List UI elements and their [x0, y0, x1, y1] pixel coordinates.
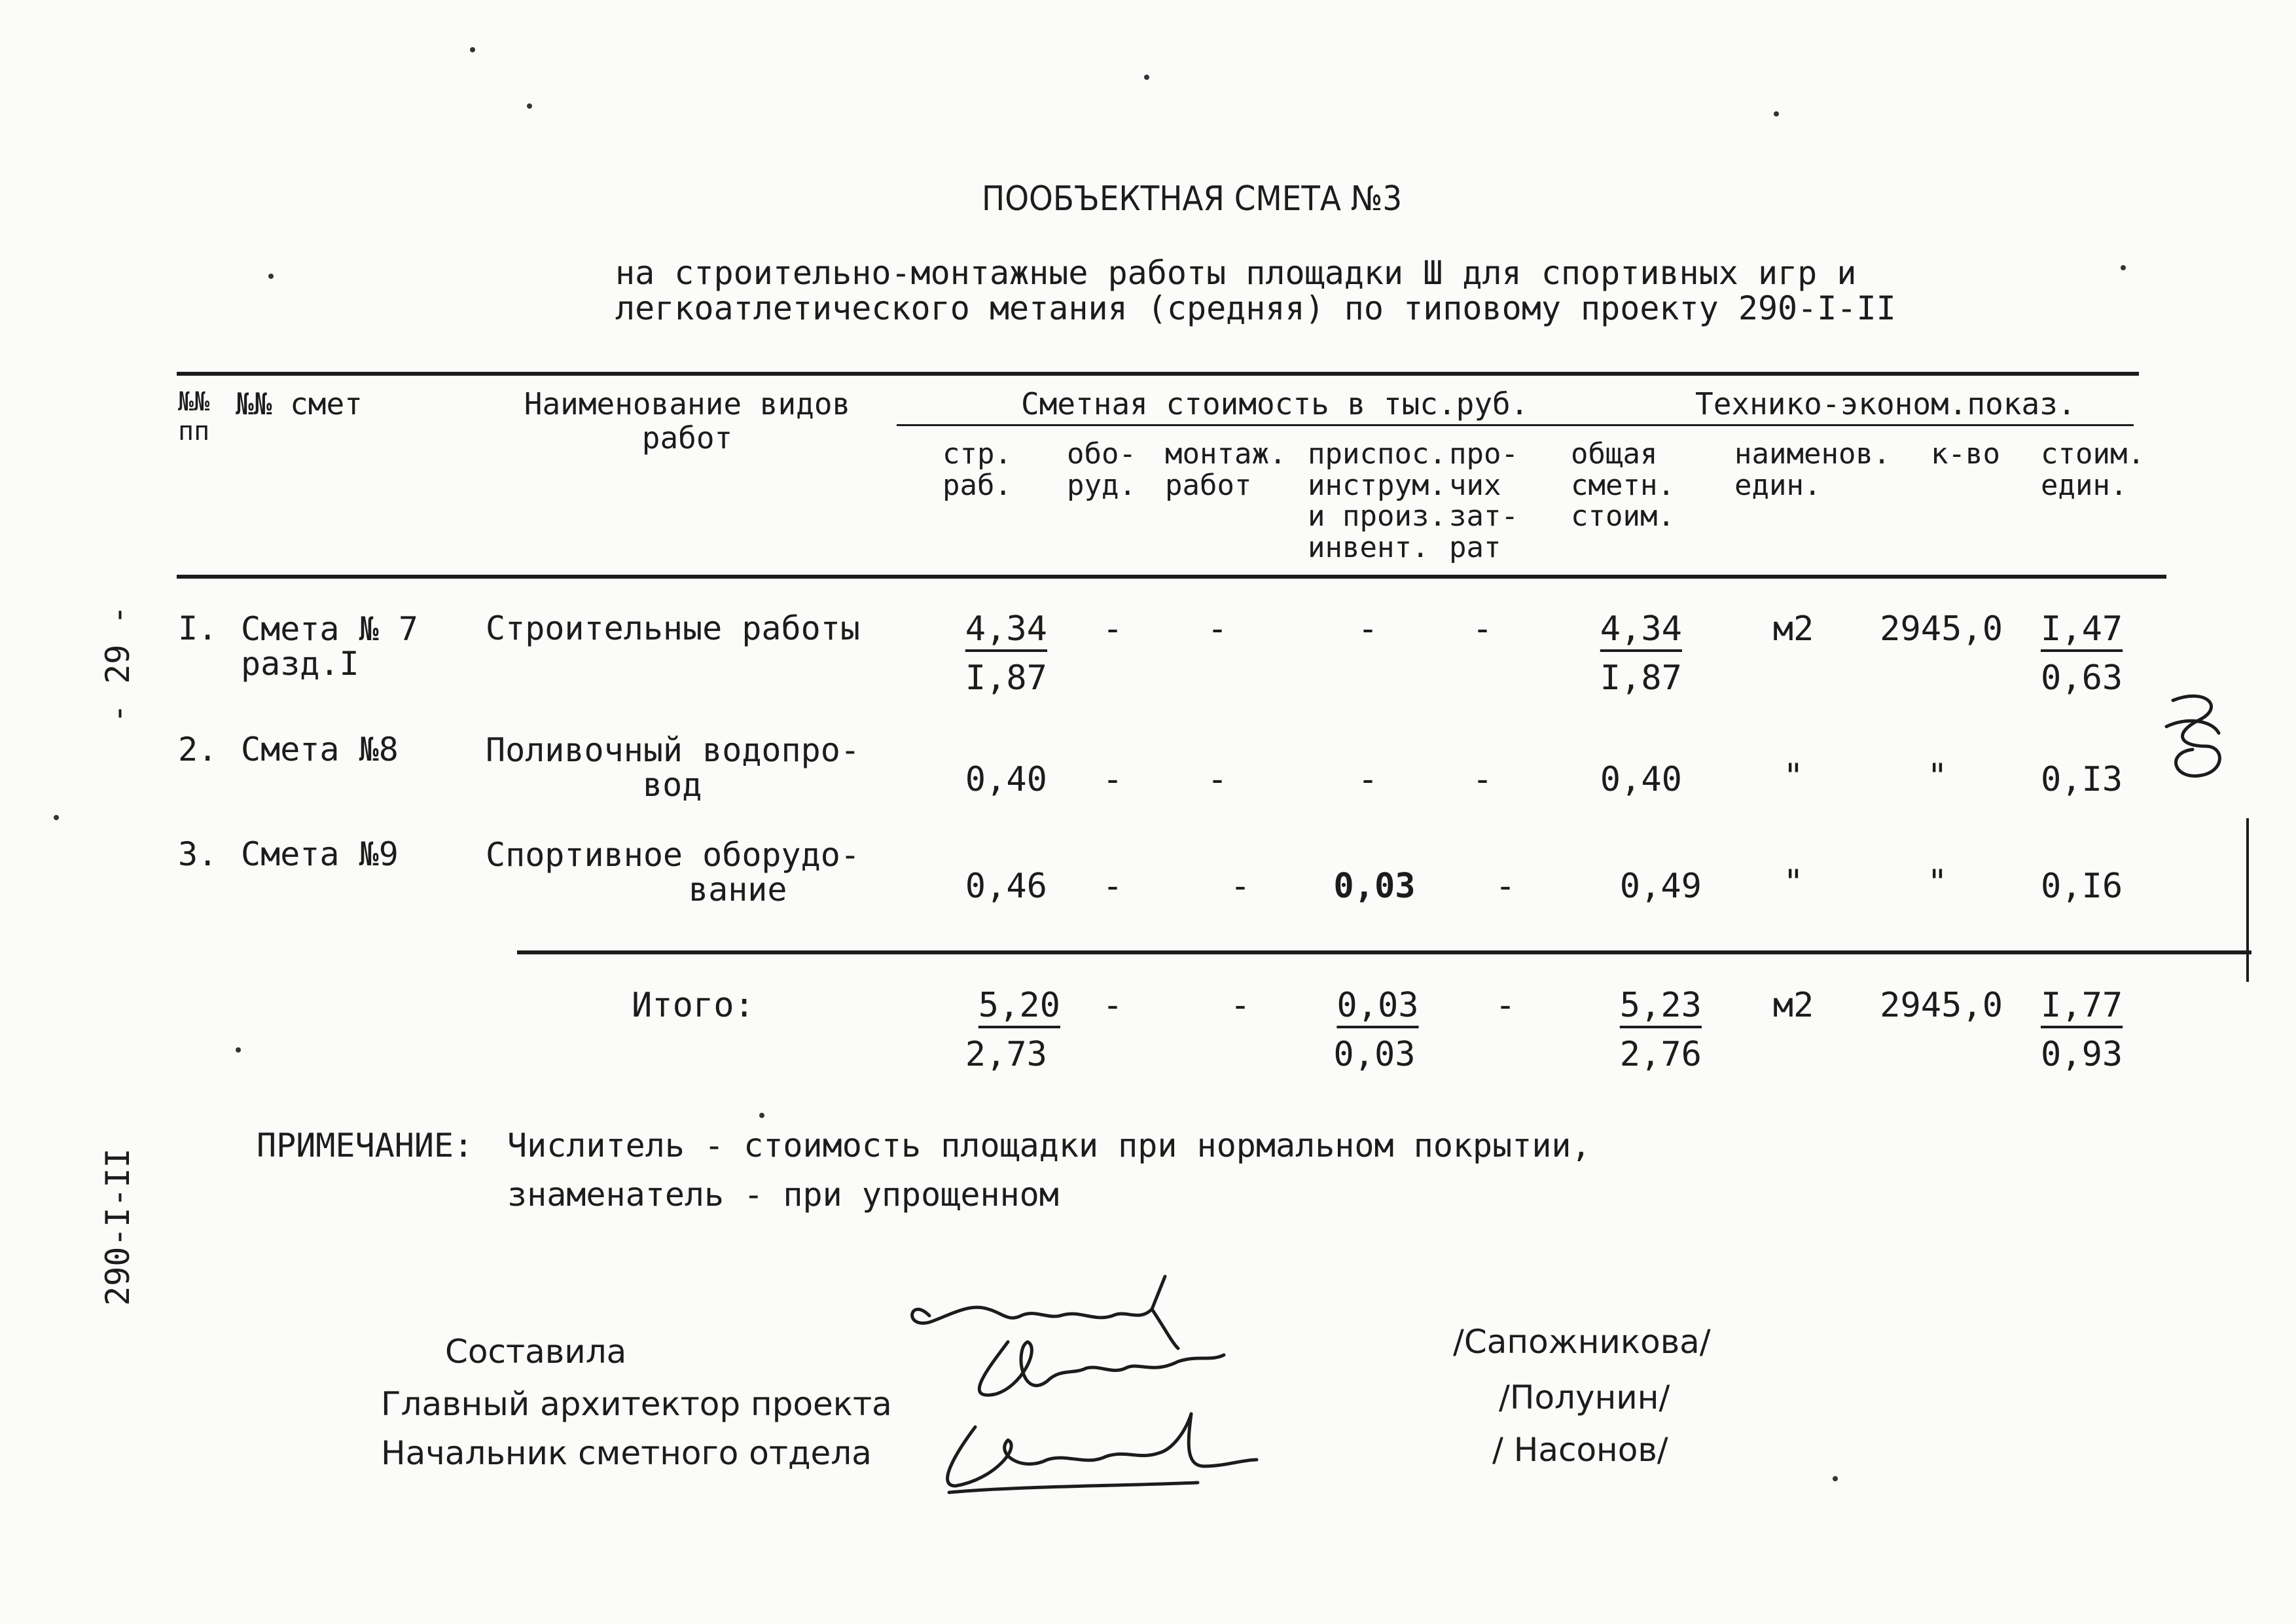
header-obsh: общая сметн. стоим. [1571, 437, 1675, 533]
header-group-cost: Сметная стоимость в тыс.руб. [1021, 386, 1529, 422]
row2-obo: - [1102, 760, 1123, 799]
scan-speck [2121, 265, 2126, 270]
row1-unit: м2 [1772, 609, 1814, 649]
row2-mont: - [1207, 760, 1228, 799]
row1-unit-cost-numerator: I,47 [2041, 609, 2123, 649]
row3-mont: - [1230, 867, 1251, 906]
scan-speck [527, 103, 532, 109]
total-mont: - [1230, 986, 1251, 1025]
total-qty: 2945,0 [1880, 986, 2003, 1025]
row3-name: Спортивное оборудо- вание [486, 836, 860, 909]
row1-total-denominator: I,87 [1600, 659, 1682, 698]
total-label: Итого: [632, 986, 755, 1025]
header-obo: обо- руд. [1067, 437, 1136, 502]
row3-unit-cost: 0,I6 [2041, 867, 2123, 906]
scan-speck [236, 1047, 241, 1053]
row3-prispos: 0,03 [1333, 867, 1416, 906]
subtitle-line-1: на строительно-монтажные работы площадки Ш для спортивных игр и [615, 254, 1857, 292]
table-top-rule [177, 372, 2139, 376]
note-line-1: Числитель - стоимость площадки при нормальном покрытии, [507, 1127, 1591, 1164]
header-proch: про- чих зат- рат [1449, 437, 1518, 564]
note-label: ПРИМЕЧАНИЕ: [257, 1127, 474, 1164]
row2-unit: " [1783, 757, 1804, 796]
row1-num: I. [178, 609, 218, 647]
handwritten-signatures [890, 1270, 1322, 1519]
row3-total: 0,49 [1619, 867, 1702, 906]
row1-prispos: - [1357, 609, 1378, 649]
scan-speck [268, 274, 274, 279]
header-col-name: Наименование видов работ [524, 386, 851, 456]
total-total-numerator: 5,23 [1619, 986, 1702, 1025]
total-unit: м2 [1772, 986, 1814, 1025]
row3-proch: - [1495, 867, 1516, 906]
row2-prispos: - [1357, 760, 1378, 799]
row1-str-numerator: 4,34 [965, 609, 1047, 649]
row2-estimate: Смета №8 [241, 731, 399, 768]
total-prispos-denominator: 0,03 [1333, 1035, 1416, 1074]
scan-speck [1144, 75, 1149, 80]
row3-obo: - [1102, 867, 1123, 906]
total-str-denominator: 2,73 [965, 1035, 1047, 1074]
row1-estimate: Смета № 7 разд.I [241, 610, 418, 683]
signer-role-1: Составила [445, 1333, 627, 1371]
row2-num: 2. [178, 731, 218, 768]
row3-qty: " [1927, 863, 1948, 902]
row3-estimate: Смета №9 [241, 835, 399, 873]
row3-unit: " [1783, 863, 1804, 902]
total-obo: - [1102, 986, 1123, 1025]
scan-speck [1774, 111, 1779, 117]
scan-speck [1833, 1476, 1838, 1481]
table-header-bottom-rule [177, 575, 2166, 579]
scan-speck [759, 1113, 764, 1118]
group-cost-underline [897, 424, 2134, 426]
signer-name-1: /Сапожникова/ [1453, 1323, 1711, 1361]
total-prispos-numerator: 0,03 [1336, 986, 1419, 1025]
row2-name: Поливочный водопро- вод [486, 731, 860, 804]
signer-name-2: /Полунин/ [1499, 1379, 1670, 1416]
header-kvo: к-во [1931, 437, 2000, 471]
row1-unit-cost-denominator: 0,63 [2041, 659, 2123, 698]
header-col-num: №№ пп [178, 387, 210, 446]
row1-total-numerator: 4,34 [1600, 609, 1682, 649]
row2-unit-cost: 0,I3 [2041, 760, 2123, 799]
signer-name-3: / Насонов/ [1492, 1431, 1668, 1469]
header-mont: монтаж. работ [1165, 437, 1287, 502]
total-total-denominator: 2,76 [1619, 1035, 1702, 1074]
total-separator-rule [517, 950, 2251, 954]
row2-total: 0,40 [1600, 760, 1682, 799]
row3-num: 3. [178, 835, 218, 873]
total-proch: - [1495, 986, 1516, 1025]
header-group-tech: Технико-эконом.показ. [1695, 386, 2076, 422]
header-stoim: стоим. един. [2041, 437, 2145, 502]
note-line-2: знаменатель - при упрощенном [507, 1176, 1059, 1214]
page-number: - 29 - [99, 605, 137, 723]
row3-str: 0,46 [965, 867, 1047, 906]
handwritten-stamp [2153, 681, 2238, 785]
row1-qty: 2945,0 [1880, 609, 2003, 649]
header-naim: наименов. един. [1734, 437, 1891, 502]
scan-speck [54, 815, 59, 820]
total-unit-cost-numerator: I,77 [2041, 986, 2123, 1025]
subtitle-line-2: легкоатлетического метания (средняя) по типовому проекту 290-I-II [615, 289, 1896, 327]
signer-role-2: Главный архитектор проекта [381, 1385, 892, 1423]
document-title: ПООБЪЕКТНАЯ СМЕТА №3 [982, 179, 1403, 219]
total-str-numerator: 5,20 [978, 986, 1060, 1025]
row2-proch: - [1472, 760, 1493, 799]
row2-str: 0,40 [965, 760, 1047, 799]
total-unit-cost-denominator: 0,93 [2041, 1035, 2123, 1074]
header-prispos: приспос. инструм. и произ. инвент. [1308, 437, 1446, 564]
row2-qty: " [1927, 757, 1948, 796]
header-col-estimate: №№ смет [236, 386, 363, 422]
right-border-line [2246, 818, 2249, 982]
signer-role-3: Начальник сметного отдела [381, 1434, 872, 1472]
scan-speck [470, 47, 475, 52]
row1-obo: - [1102, 609, 1123, 649]
row1-name: Строительные работы [486, 609, 860, 647]
row1-str-denominator: I,87 [965, 659, 1047, 698]
row1-mont: - [1207, 609, 1228, 649]
row1-proch: - [1472, 609, 1493, 649]
project-code: 290-I-II [99, 1148, 137, 1306]
header-str: стр. раб. [942, 437, 1012, 502]
